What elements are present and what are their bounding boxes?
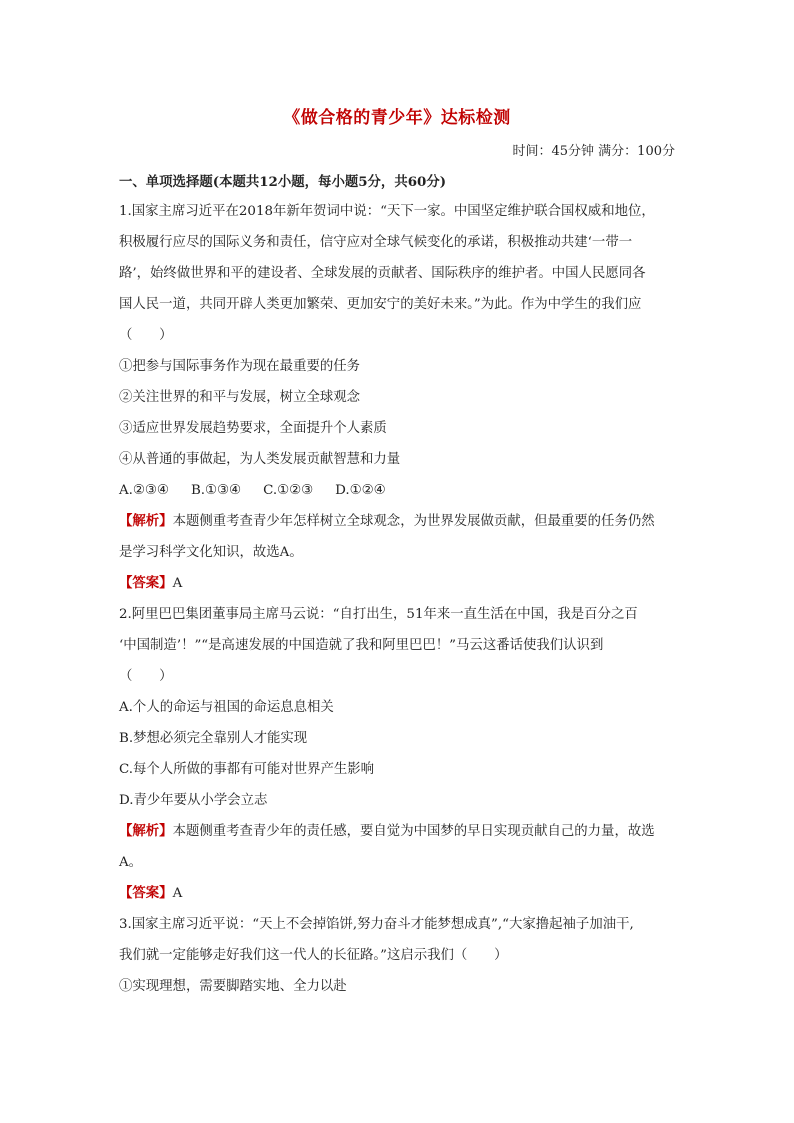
exam-meta: 时间：45分钟 满分：100分 [512,144,675,159]
question-text-line: 我们就一定能够走好我们这一代人的长征路。”这启示我们（ ） [119,948,508,963]
analysis-tag: 【解析】 [119,823,173,839]
option-b: B.①③④ [190,483,242,498]
analysis-line: A。 [119,855,143,870]
option-d: D.青少年要从小学会立志 [119,793,268,808]
analysis-tag: 【解析】 [119,513,173,529]
answer-line [119,878,675,909]
option-c: C.每个人所做的事都有可能对世界产生影响 [119,762,375,777]
statement-item: ④从普通的事做起，为人类发展贡献智慧和力量 [119,452,401,467]
question-text-line: 2.阿里巴巴集团董事局主席马云说：“自打出生，51年来一直生活在中国，我是百分之百 [119,607,638,622]
question-text-line: 1.国家主席习近平在2018年新年贺词中说：“天下一家。中国坚定维护联合国权威和地位， [119,204,655,219]
exam-page [119,104,675,1002]
page-title: 《做合格的青少年》达标检测 [283,108,511,128]
question-2 [119,599,675,909]
statement-item: ①把参与国际事务作为现在最重要的任务 [119,359,361,374]
answer-tag: 【答案】 [119,575,173,591]
statement-item: ②关注世界的和平与发展，树立全球观念 [119,390,361,405]
answer-tag: 【答案】 [119,885,173,901]
option-c: C.①②③ [263,483,314,498]
analysis-line [119,816,675,847]
answer-value: A [172,886,183,901]
statement-item: ③适应世界发展趋势要求，全面提升个人素质 [119,421,387,436]
answer-line [119,568,675,599]
section-title: 一、单项选择题(本题共12小题，每小题5分，共60分) [119,174,447,190]
option-b: B.梦想必须完全靠别人才能实现 [119,731,308,746]
option-d: D.①②④ [335,483,386,498]
question-3 [119,909,675,1002]
answer-value: A [172,576,183,591]
question-text-line: 路’，始终做世界和平的建设者、全球发展的贡献者、国际秩序的维护者。中国人民愿同各 [119,266,646,281]
question-1 [119,196,675,599]
answer-parentheses: （ ） [119,328,173,343]
option-a: A.②③④ [119,483,169,498]
answer-parentheses: （ ） [119,669,173,684]
question-text-line: 3.国家主席习近平说：“天上不会掉馅饼,努力奋斗才能梦想成真”,“大家撸起袖子加油干, [119,917,634,932]
analysis-text: 本题侧重考查青少年怎样树立全球观念，为世界发展做贡献，但最重要的任务仍然 [172,514,655,529]
analysis-line: 是学习科学文化知识，故选A。 [119,545,303,560]
question-text-line: ‘中国制造’！”“是高速发展的中国造就了我和阿里巴巴！”马云这番话使我们认识到 [119,638,604,653]
choice-options [119,475,675,506]
question-text-line: 积极履行应尽的国际义务和责任，信守应对全球气候变化的承诺，积极推动共建‘一带一 [119,235,633,250]
question-text-line: 国人民一道，共同开辟人类更加繁荣、更加安宁的美好未来。”为此。作为中学生的我们应 [119,297,642,312]
analysis-text: 本题侧重考查青少年的责任感，要自觉为中国梦的早日实现贡献自己的力量，故选 [172,824,655,839]
statement-item: ①实现理想，需要脚踏实地、全力以赴 [119,979,347,994]
analysis-line [119,506,675,537]
option-a: A.个人的命运与祖国的命运息息相关 [119,700,334,715]
